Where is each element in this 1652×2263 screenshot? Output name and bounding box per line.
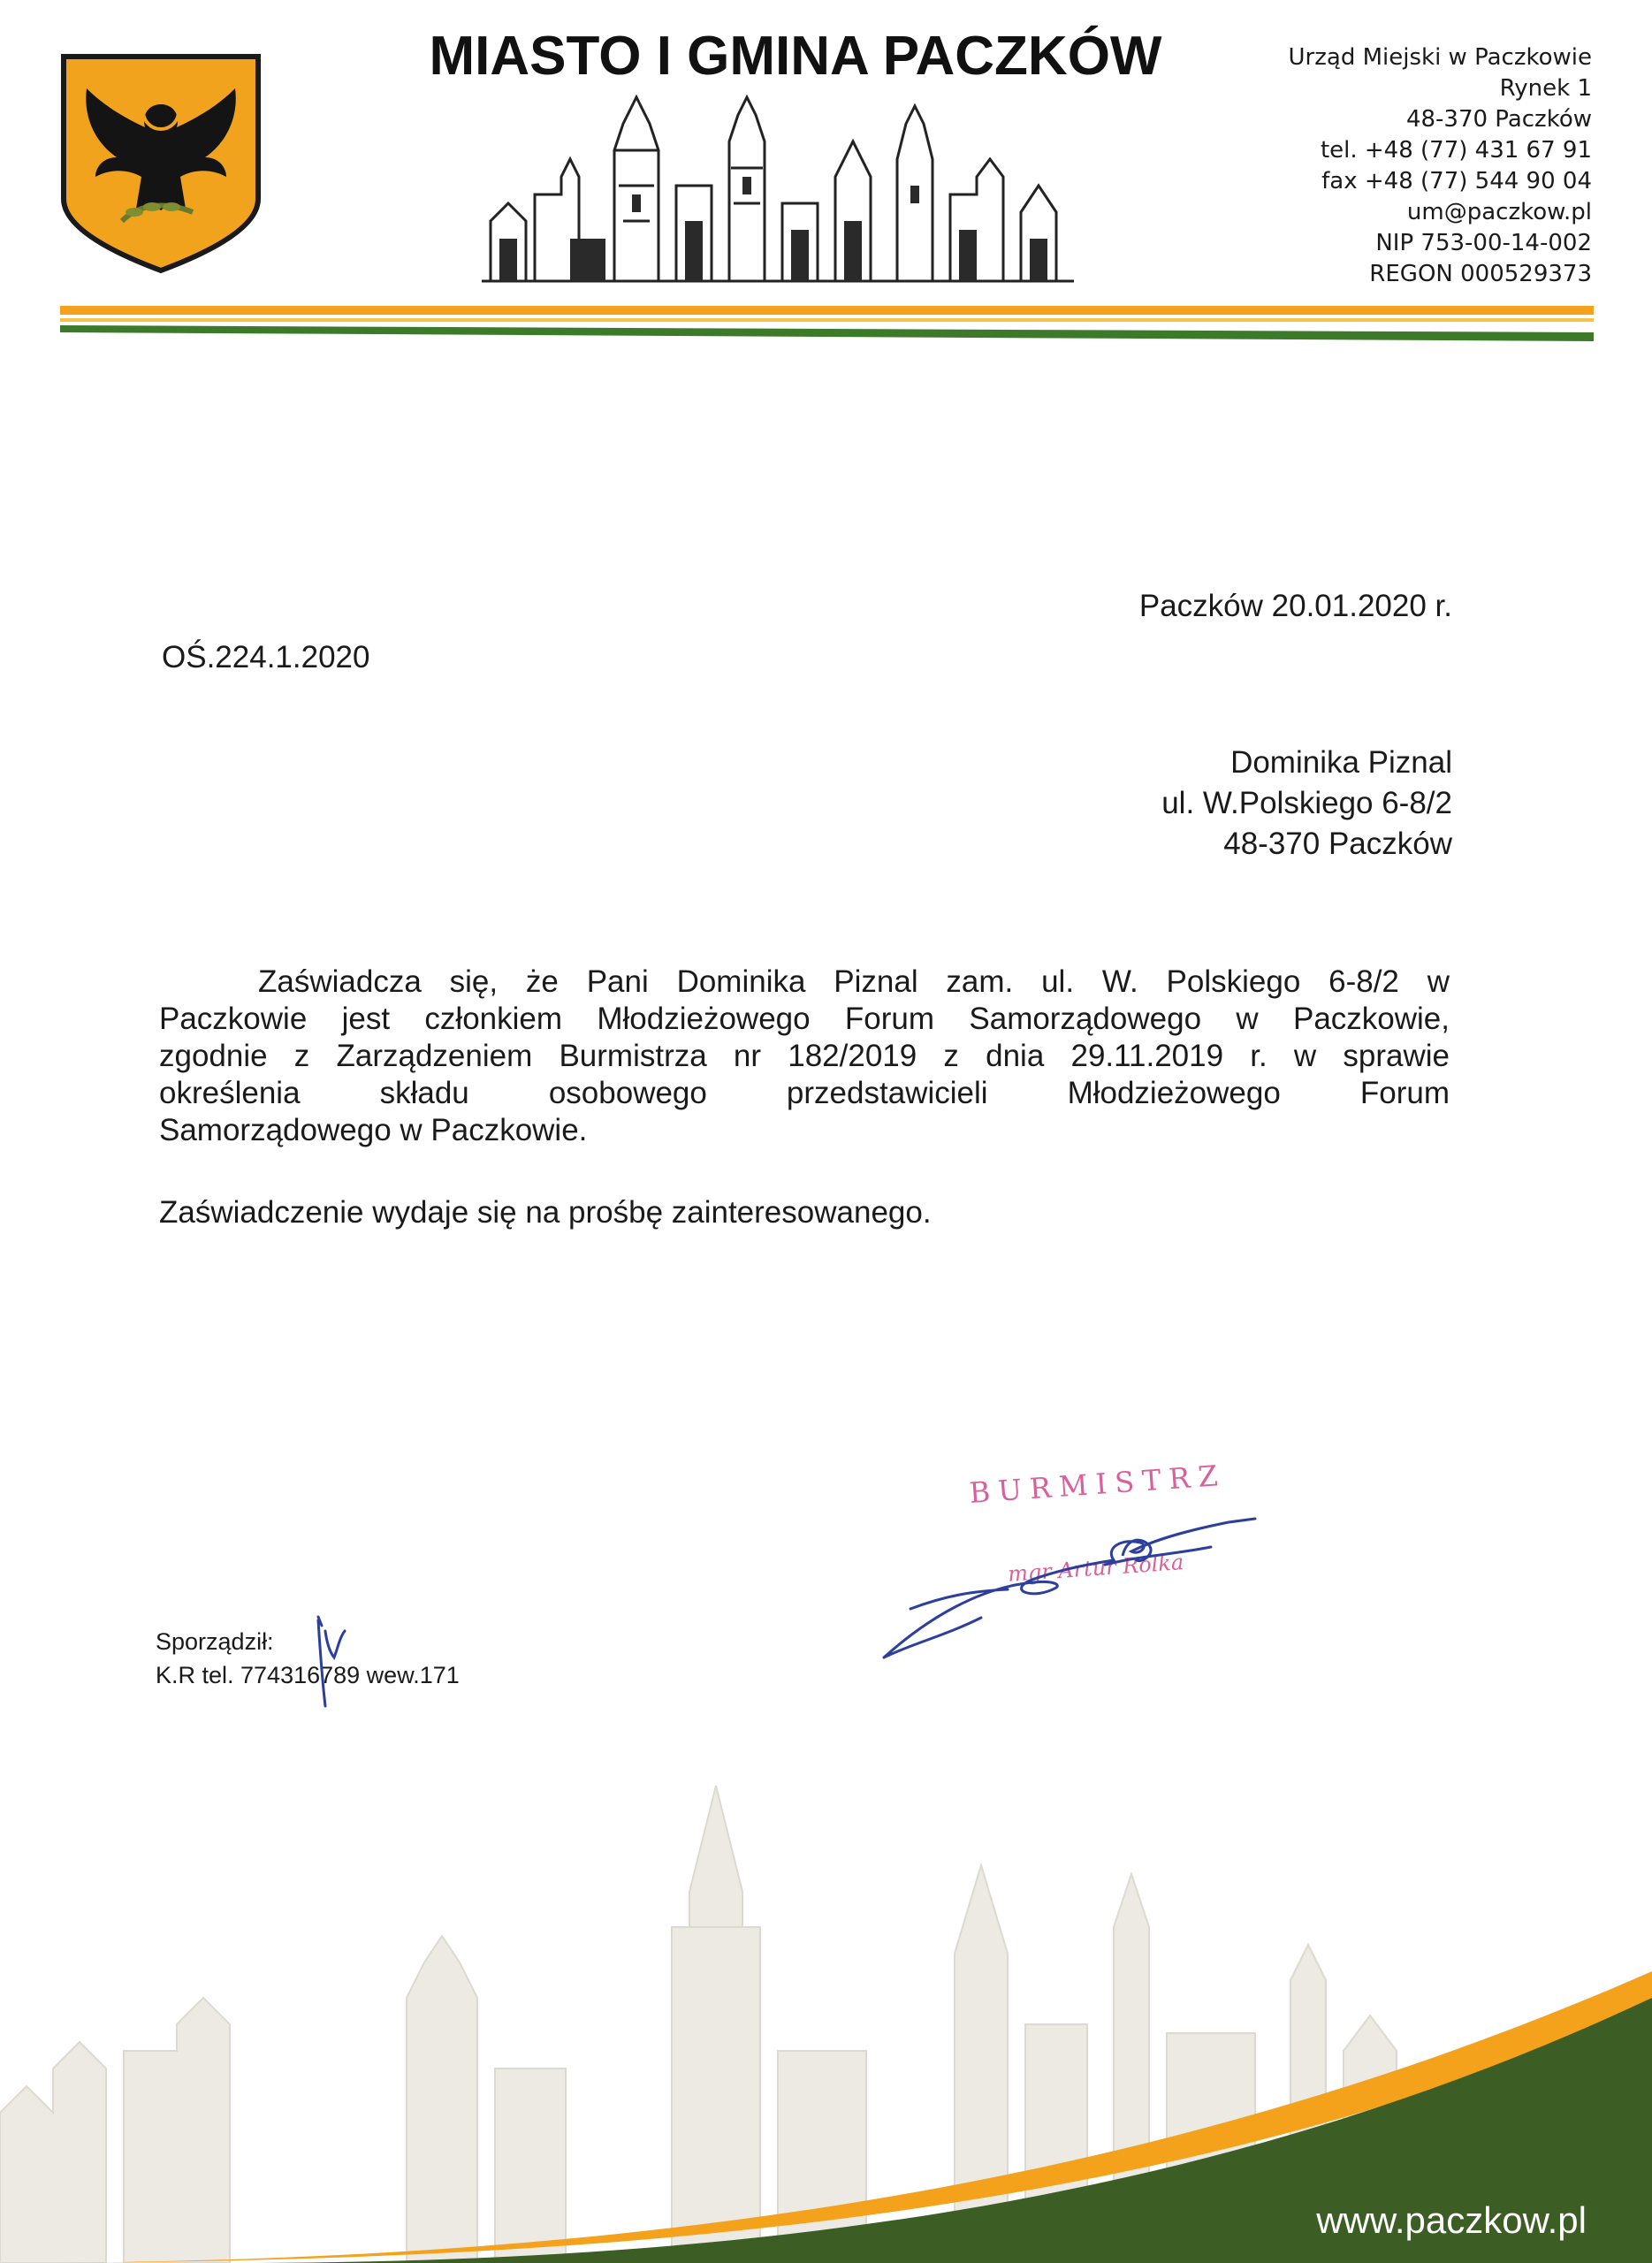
- recipient-city: 48-370 Paczków: [1223, 827, 1452, 861]
- body-line: Zaświadcza się, że Pani Dominika Piznal zam. ul. W. Polskiego 6-8/2 w: [258, 964, 1450, 999]
- recipient-name: Dominika Piznal: [1230, 745, 1452, 780]
- city-skyline-drawing: [482, 88, 1074, 283]
- mayor-stamp-title: BURMISTRZ: [968, 1458, 1227, 1510]
- office-postal: 48-370 Paczków: [1405, 106, 1592, 133]
- office-street: Rynek 1: [1499, 75, 1592, 102]
- office-contact-block: [1289, 42, 1592, 290]
- reference-number: OŚ.224.1.2020: [162, 640, 370, 674]
- preparer-initials-icon: [311, 1613, 355, 1711]
- office-regon: REGON 000529373: [1369, 261, 1592, 287]
- closing-sentence: Zaświadczenie wydaje się na prośbę zainteresowanego.: [159, 1195, 932, 1230]
- office-nip: NIP 753-00-14-002: [1375, 230, 1592, 256]
- letter-date: Paczków 20.01.2020 r.: [1138, 589, 1452, 623]
- prepared-by-block: [156, 1625, 460, 1692]
- prepared-by-label: Sporządził:: [156, 1628, 274, 1655]
- office-fax: fax +48 (77) 544 90 04: [1321, 168, 1592, 194]
- mayor-stamp-name: mgr Artur Rolka: [1007, 1550, 1185, 1587]
- certificate-body: [159, 964, 1450, 1149]
- body-line: zgodnie z Zarządzeniem Burmistrza nr 182/2019 z dnia 29.11.2019 r. w sprawie: [159, 1039, 1450, 1073]
- prepared-by-contact: K.R tel. 774316789 wew.171: [156, 1662, 460, 1688]
- recipient-street: ul. W.Polskiego 6-8/2: [1161, 786, 1452, 820]
- header-divider: [60, 306, 1594, 345]
- office-name: Urząd Miejski w Paczkowie: [1288, 44, 1592, 71]
- footer-skyline-banner: [0, 1733, 1652, 2263]
- office-email: um@paczkow.pl: [1406, 199, 1592, 225]
- body-line: określenia składu osobowego przedstawicieli Młodzieżowego Forum: [159, 1076, 1450, 1110]
- website-url: www.paczkow.pl: [1316, 2199, 1587, 2241]
- office-phone: tel. +48 (77) 431 67 91: [1320, 137, 1592, 164]
- recipient-address: [1161, 743, 1452, 865]
- body-line: Paczkowie jest członkiem Młodzieżowego Forum Samorządowego w Paczkowie,: [159, 1002, 1450, 1036]
- coat-of-arms-eagle-icon: [60, 53, 262, 274]
- town-name-heading: MIASTO I GMINA PACZKÓW: [429, 26, 1162, 87]
- body-line: Samorządowego w Paczkowie.: [159, 1113, 588, 1147]
- mayor-signature-icon: [875, 1503, 1282, 1671]
